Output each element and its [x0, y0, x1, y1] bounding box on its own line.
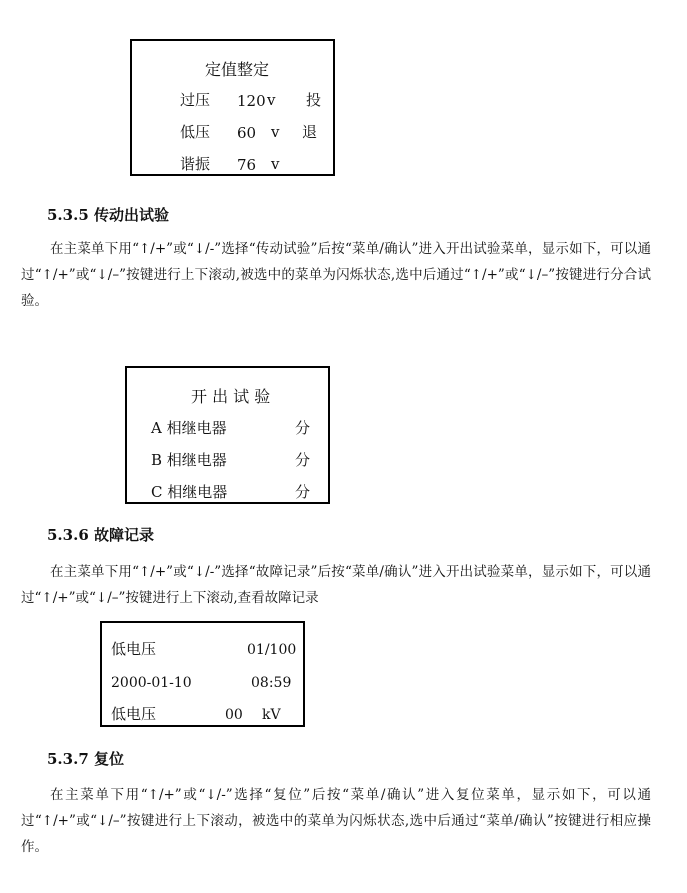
setting-label-resonance: 谐振: [180, 155, 211, 173]
setting-value-resonance: 76: [237, 156, 257, 174]
fault-value-label: 低电压: [111, 705, 157, 723]
relay-c-state: 分: [295, 483, 311, 501]
setting-unit-overvoltage: v: [267, 91, 276, 109]
section-537-heading: 5.3.7 复位: [47, 750, 124, 768]
output-test-title: 开 出 试 验: [191, 387, 271, 406]
fault-index: 01/100: [247, 642, 297, 658]
fault-date: 2000-01-10: [111, 675, 192, 691]
section-537-paragraph: 在主菜单下用“↑/+”或“↓/-”选择“复位”后按“菜单/确认”进入复位菜单，显示如下，可以通过“↑/+”或“↓/–”按键进行上下滚动，被选中的菜单为闪烁状态,选中后通过“菜单/确认”按键进行相应操作。: [21, 787, 651, 855]
fault-time: 08:59: [251, 675, 292, 691]
setting-unit-undervoltage: v: [271, 123, 280, 141]
section-535-heading: 5.3.5 传动出试验: [47, 206, 169, 224]
relay-b-label: B 相继电器: [151, 451, 227, 469]
relay-c-label: C 相继电器: [151, 483, 228, 501]
section-536-paragraph: 在主菜单下用“↑/+”或“↓/-”选择“故障记录”后按“菜单/确认”进入开出试验菜单，显示如下，可以通过“↑/+”或“↓/–”按键进行上下滚动,查看故障记录: [21, 564, 651, 606]
fault-value: 00: [225, 707, 243, 723]
setting-label-overvoltage: 过压: [180, 91, 211, 109]
setting-state-undervoltage: 退: [302, 123, 318, 141]
output-test-screen: [125, 366, 330, 504]
fault-unit: kV: [262, 707, 281, 723]
section-536-heading: 5.3.6 故障记录: [47, 526, 154, 544]
relay-a-state: 分: [295, 419, 311, 437]
setting-state-overvoltage: 投: [306, 91, 322, 109]
fault-record-screen: [100, 621, 305, 727]
setting-value-undervoltage: 60: [237, 124, 257, 142]
fault-type: 低电压: [111, 640, 157, 658]
setting-screen-title: 定值整定: [205, 60, 270, 79]
setting-unit-resonance: v: [271, 155, 280, 173]
setting-screen: [130, 39, 335, 176]
section-535-paragraph: 在主菜单下用“↑/+”或“↓/-”选择“传动试验”后按“菜单/确认”进入开出试验菜单，显示如下，可以通过“↑/+”或“↓/–”按键进行上下滚动,被选中的菜单为闪烁状态,选中后通过“↑/+”或“↓/–”按键进行分合试验。: [21, 241, 651, 309]
setting-value-overvoltage: 120: [237, 92, 266, 110]
setting-label-undervoltage: 低压: [180, 123, 211, 141]
relay-a-label: A 相继电器: [151, 419, 227, 437]
relay-b-state: 分: [295, 451, 311, 469]
